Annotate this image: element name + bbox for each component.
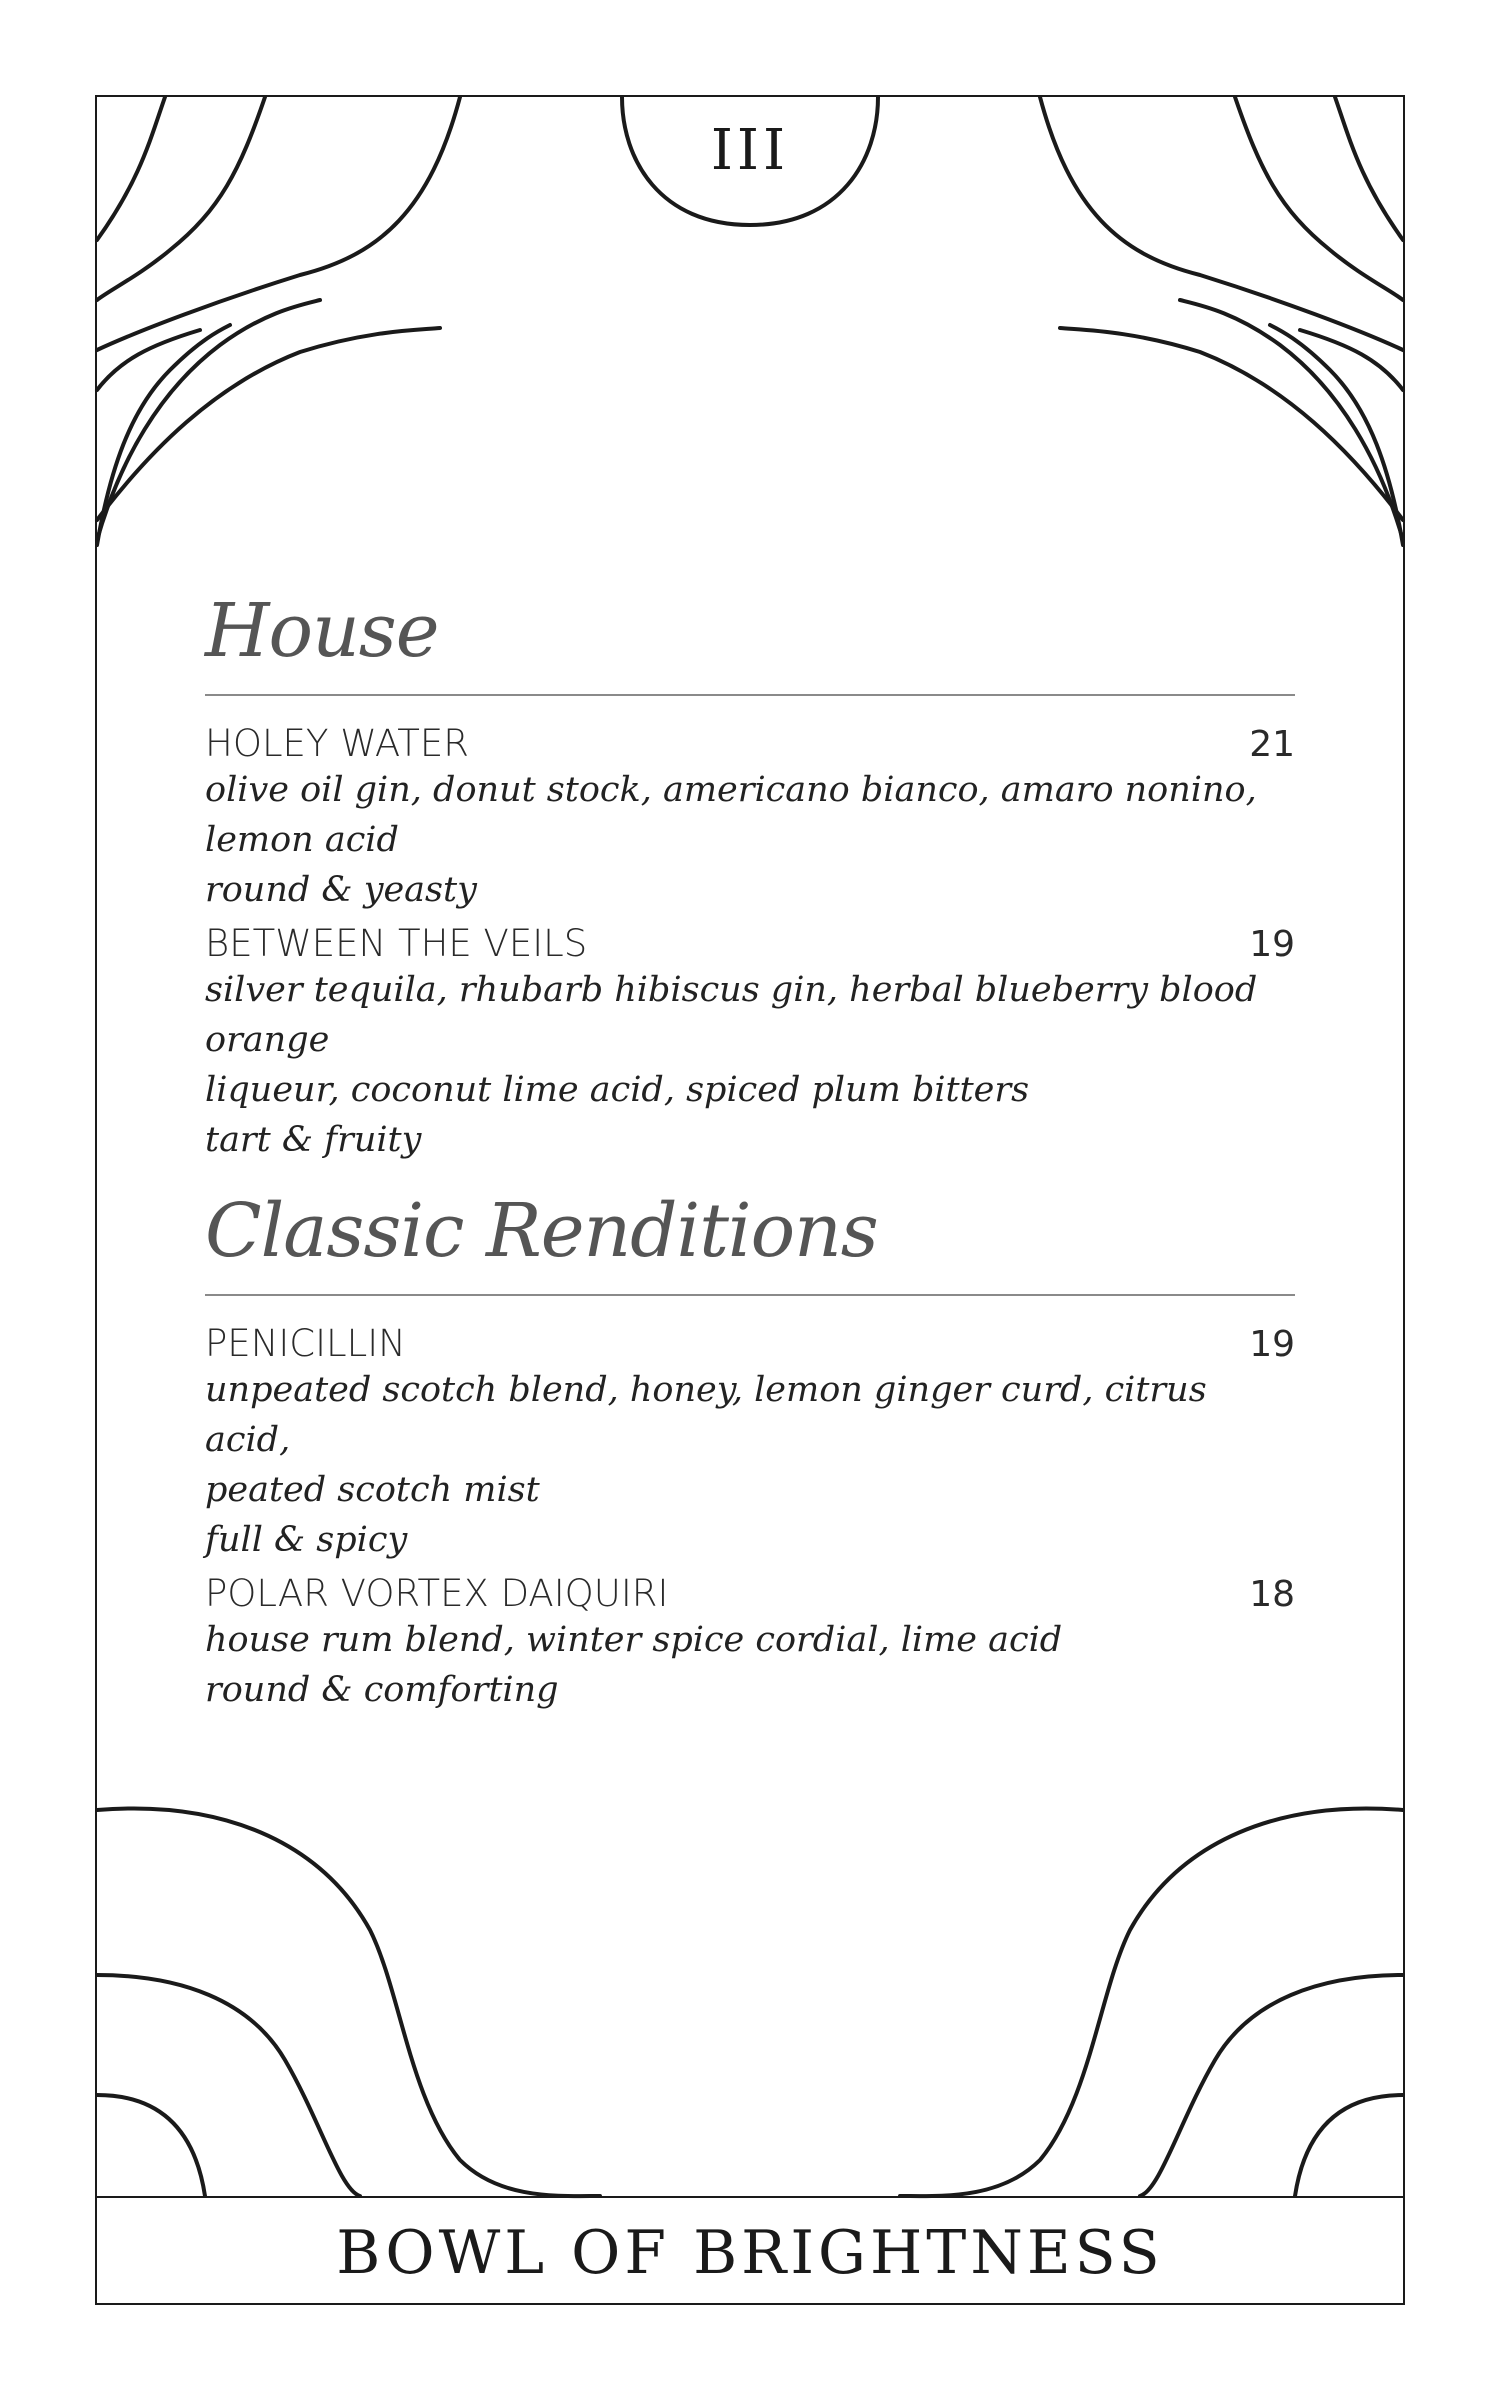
item-ingredients: unpeated scotch blend, honey, lemon ginger curd, citrus acid,: [205, 1370, 1207, 1460]
menu-item: [205, 1572, 1295, 1715]
bottom-left-waves: [97, 1809, 600, 2197]
card-footer-title: BOWL OF BRIGHTNESS: [336, 2218, 1164, 2288]
section-divider: [205, 1294, 1295, 1296]
section-title-house: House: [205, 588, 439, 674]
item-ingredients: peated scotch mist: [205, 1470, 540, 1510]
item-ingredients: house rum blend, winter spice cordial, lime acid: [205, 1620, 1063, 1660]
item-name: POLAR VORTEX DAIQUIRI: [205, 1572, 669, 1615]
menu-item: [205, 922, 1295, 1165]
card-numeral: III: [710, 118, 790, 183]
bottom-right-waves: [900, 1809, 1403, 2197]
item-ingredients: silver tequila, rhubarb hibiscus gin, herbal blueberry blood orange: [205, 970, 1258, 1060]
item-ingredients: liqueur, coconut lime acid, spiced plum bitters: [205, 1070, 1030, 1110]
item-price: 21: [1249, 724, 1295, 765]
menu-item: [205, 1322, 1295, 1565]
item-price: 19: [1249, 1324, 1295, 1365]
item-profile: tart & fruity: [205, 1120, 422, 1160]
item-profile: round & yeasty: [205, 870, 477, 910]
section-divider: [205, 694, 1295, 696]
item-name: BETWEEN THE VEILS: [205, 922, 588, 965]
item-price: 19: [1249, 924, 1295, 965]
item-ingredients: olive oil gin, donut stock, americano bianco, amaro nonino, lemon acid: [205, 770, 1257, 860]
item-profile: round & comforting: [205, 1670, 559, 1710]
item-name: HOLEY WATER: [205, 722, 469, 765]
menu-item: [205, 722, 1295, 915]
item-name: PENICILLIN: [205, 1322, 406, 1365]
item-price: 18: [1249, 1574, 1295, 1615]
item-profile: full & spicy: [205, 1520, 408, 1560]
section-title-classic-renditions: Classic Renditions: [205, 1188, 878, 1274]
